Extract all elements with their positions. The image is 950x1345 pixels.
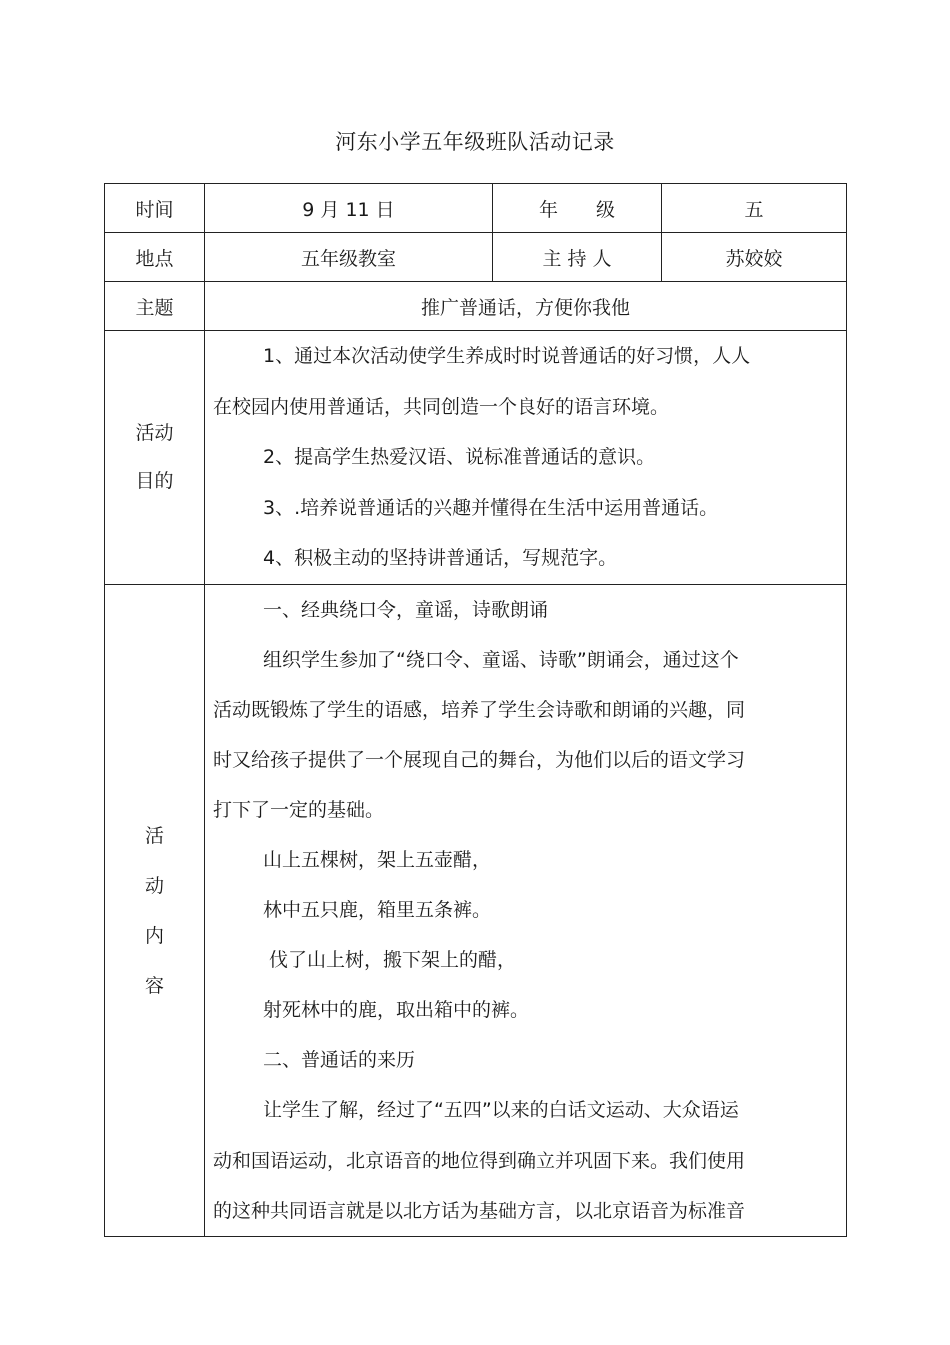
content-label-char: 容 (144, 974, 164, 997)
activity-record-table (104, 183, 847, 1237)
content-line: 打下了一定的基础。 (213, 798, 385, 821)
goal-line: 1、通过本次活动使学生养成时时说普通话的好习惯，人人 (263, 345, 751, 367)
theme-label: 主题 (105, 282, 205, 331)
content-body (205, 584, 847, 1236)
goal-label-line: 活动 (135, 422, 174, 445)
goal-row (105, 331, 847, 585)
poem-line: 射死林中的鹿，取出箱中的裤。 (263, 999, 530, 1022)
poem-line: 伐了山上树，搬下架上的醋， (269, 949, 517, 972)
content-line: 组织学生参加了“绕口令、童谣、诗歌”朗诵会，通过这个 (263, 648, 739, 671)
goal-line: 4、积极主动的坚持讲普通话，写规范字。 (263, 547, 618, 569)
time-label: 时间 (105, 184, 205, 233)
content-label-cell (105, 584, 205, 1236)
content-line: 的这种共同语言就是以北方话为基础方言，以北京语音为标准音 (213, 1199, 746, 1222)
time-value: 9 月 11 日 (205, 184, 493, 233)
content-label-char: 内 (144, 924, 164, 947)
grade-value: 五 (662, 184, 847, 233)
content-line: 时又给孩子提供了一个展现自己的舞台，为他们以后的语文学习 (213, 748, 746, 771)
page-title: 河东小学五年级班队活动记录 (335, 130, 615, 154)
host-value: 苏姣姣 (662, 233, 847, 282)
theme-row (105, 282, 847, 331)
goal-body (205, 331, 847, 585)
content-line: 让学生了解，经过了“五四”以来的白话文运动、大众语运 (263, 1099, 739, 1122)
content-line: 活动既锻炼了学生的语感，培养了学生会诗歌和朗诵的兴趣，同 (213, 698, 746, 721)
goal-line: 3、.培养说普通话的兴趣并懂得在生活中运用普通话。 (263, 496, 719, 519)
content-line: 二、普通话的来历 (263, 1049, 416, 1072)
place-value: 五年级教室 (205, 233, 493, 282)
content-line: 一、经典绕口令，童谣，诗歌朗诵 (263, 598, 549, 621)
content-label-chars (105, 585, 204, 1011)
grade-label: 年 级 (493, 184, 662, 233)
poem-line: 林中五只鹿，箱里五条裤。 (263, 899, 492, 922)
host-label: 主 持 人 (493, 233, 662, 282)
goal-line: 2、提高学生热爱汉语、说标准普通话的意识。 (263, 446, 656, 468)
time-row (105, 184, 847, 233)
goal-label-line: 目的 (135, 470, 174, 493)
theme-value: 推广普通话，方便你我他 (205, 282, 847, 331)
goal-line: 在校园内使用普通话，共同创造一个良好的语言环境。 (213, 395, 670, 418)
goal-label-cell (105, 331, 205, 585)
content-label-char: 动 (144, 874, 164, 897)
content-line: 动和国语运动，北京语音的地位得到确立并巩固下来。我们使用 (213, 1149, 746, 1172)
place-label: 地点 (105, 233, 205, 282)
content-label-char: 活 (144, 824, 164, 847)
place-row (105, 233, 847, 282)
content-row (105, 584, 847, 1236)
poem-line: 山上五棵树，架上五壶醋， (263, 848, 492, 871)
